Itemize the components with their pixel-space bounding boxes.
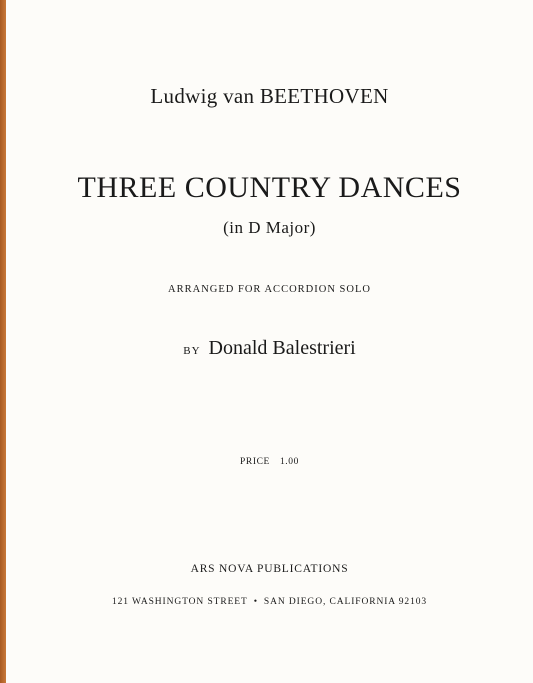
- address-separator: •: [253, 597, 258, 607]
- address-street: 121 WASHINGTON STREET: [111, 597, 248, 607]
- arrangement-note: ARRANGED FOR ACCORDION SOLO: [168, 284, 371, 295]
- arranger-name: Donald Balestrieri: [208, 337, 356, 359]
- publisher-address: [6, 597, 533, 607]
- work-title: THREE COUNTRY DANCES: [77, 171, 462, 204]
- price-line: [6, 457, 533, 467]
- arranger-credit: [6, 337, 533, 360]
- price-amount: 1.00: [279, 457, 299, 467]
- publisher-name: ARS NOVA PUBLICATIONS: [190, 563, 349, 575]
- address-city: SAN DIEGO, CALIFORNIA 92103: [263, 597, 428, 607]
- key-signature: (in D Major): [223, 218, 316, 237]
- score-cover: [6, 0, 533, 683]
- composer-name: Ludwig van BEETHOVEN: [150, 84, 389, 108]
- arranger-by-label: BY: [183, 345, 201, 357]
- price-label: PRICE: [240, 457, 270, 467]
